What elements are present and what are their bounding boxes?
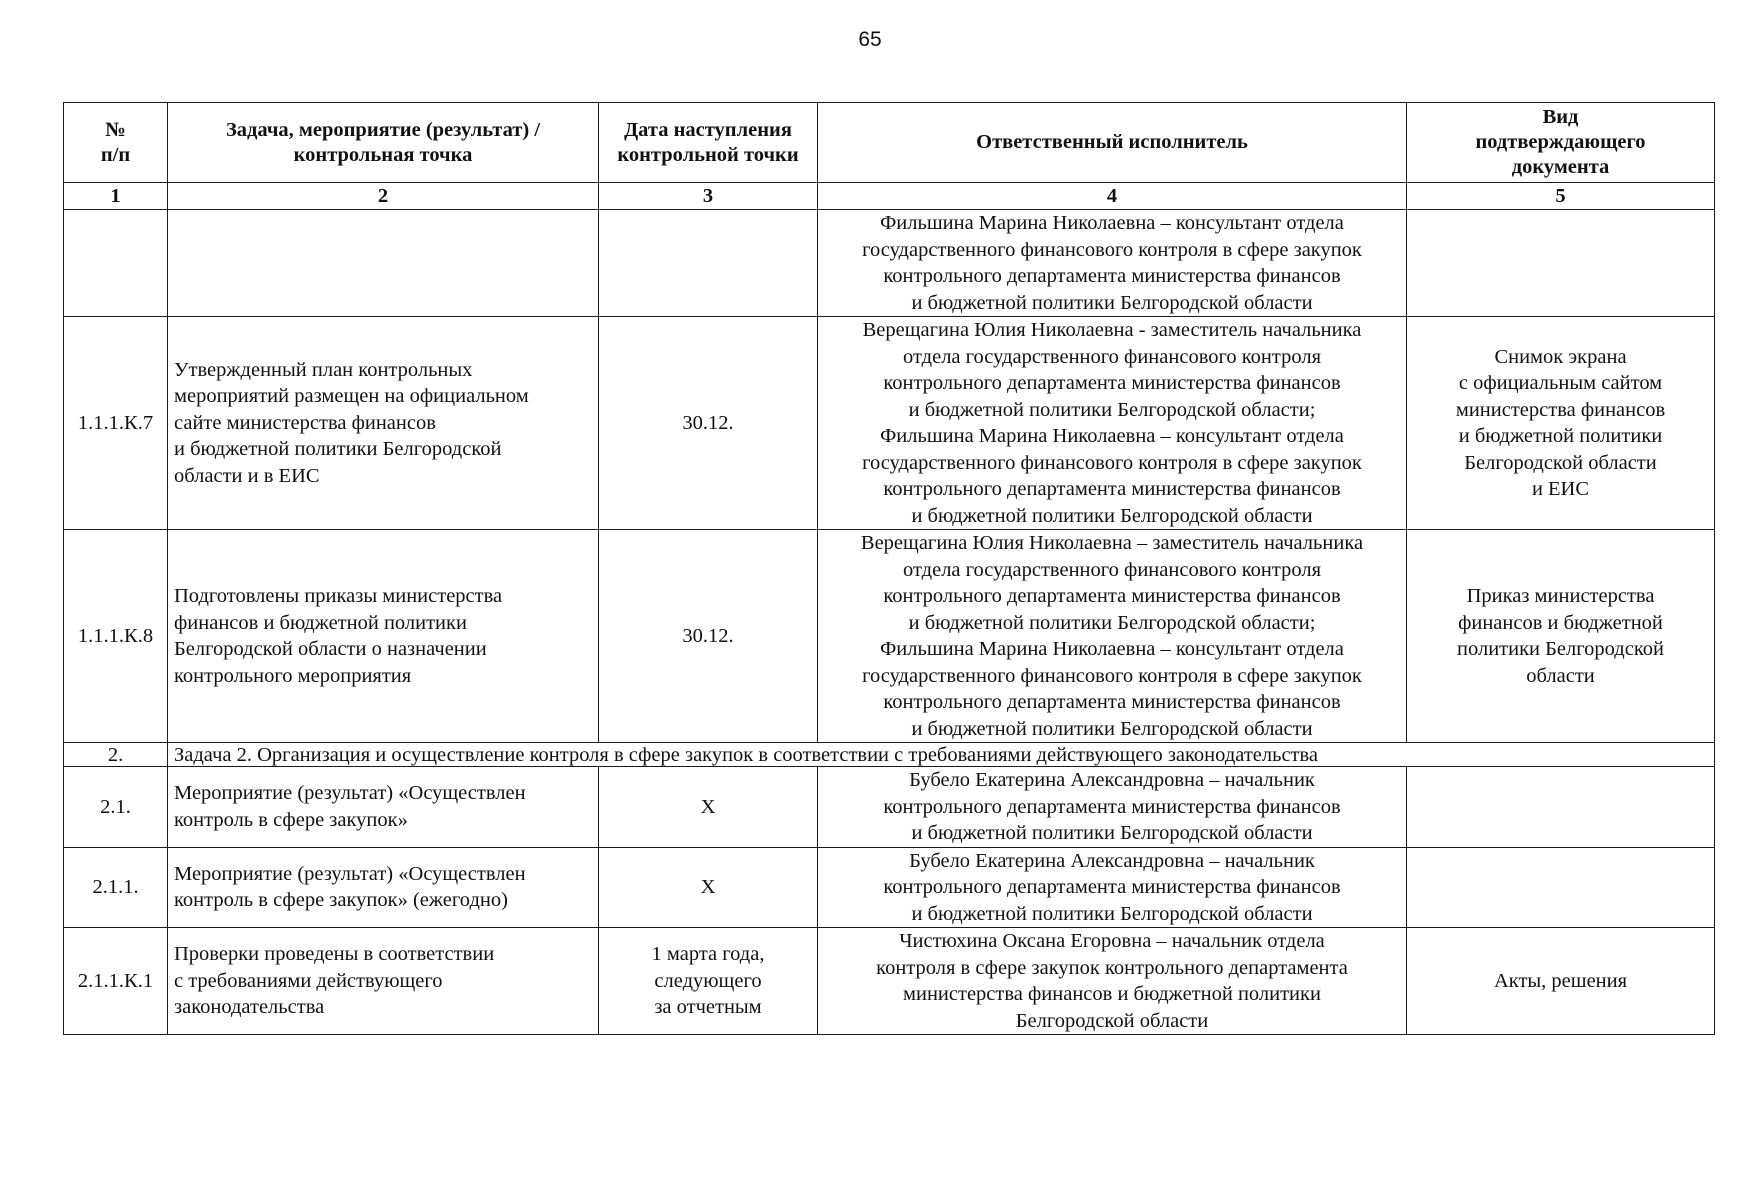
cell-responsible-line: контрольного департамента министерства финансов (883, 372, 1341, 394)
cell-responsible (818, 928, 1407, 1035)
task-heading: Задача 2. Организация и осуществление контроля в сфере закупок в соответствии с требованиями действующего законодательства (168, 743, 1715, 767)
cell-task-line: Белгородской области о назначении (174, 638, 487, 660)
cell-responsible-line: контрольного департамента министерства финансов (883, 691, 1341, 713)
cell-doc-line: Снимок экрана (1494, 345, 1627, 368)
control-points-table (63, 102, 1715, 1035)
cell-num (64, 210, 168, 317)
cell-responsible-line: Фильшина Марина Николаевна – консультант отдела (880, 212, 1344, 234)
cell-responsible-line: государственного финансового контроля в сфере закупок (862, 238, 1362, 261)
header-task-line: контрольная точка (293, 143, 473, 166)
cell-responsible-line: отдела государственного финансового контроля (903, 558, 1321, 581)
header-date-line: Дата наступления (624, 118, 792, 141)
table-row (64, 210, 1715, 317)
cell-date-line: 30.12. (682, 411, 734, 434)
column-number-3: 3 (599, 183, 818, 210)
cell-responsible (818, 317, 1407, 530)
cell-task-line: сайте министерства финансов (174, 411, 436, 434)
cell-responsible-line: и бюджетной политики Белгородской области (911, 504, 1313, 527)
cell-task-line: Утвержденный план контрольных (174, 358, 473, 381)
cell-task-line: законодательства (174, 996, 325, 1019)
cell-task-line: Мероприятие (результат) «Осуществлен (174, 782, 526, 805)
cell-responsible (818, 530, 1407, 743)
column-number-5: 5 (1407, 183, 1715, 210)
header-task (168, 103, 599, 183)
column-number-row (64, 183, 1715, 210)
cell-responsible-line: государственного финансового контроля в сфере закупок (862, 451, 1362, 474)
cell-num: 2.1.1.К.1 (64, 928, 168, 1035)
cell-responsible-line: контроля в сфере закупок контрольного департамента (876, 956, 1348, 979)
cell-responsible-line: Верещагина Юлия Николаевна - заместитель начальника (862, 319, 1362, 341)
cell-task-line: области и в ЕИС (174, 464, 320, 487)
cell-doc-line: области (1526, 664, 1595, 687)
cell-task-line: контроль в сфере закупок» (174, 808, 408, 831)
cell-doc-line: Приказ министерства (1466, 585, 1655, 607)
cell-responsible-line: Бубело Екатерина Александровна – начальник (909, 769, 1315, 791)
cell-date (599, 210, 818, 317)
cell-task-line: Подготовлены приказы министерства (174, 585, 503, 607)
cell-responsible-line: Бубело Екатерина Александровна – начальник (909, 849, 1315, 872)
header-responsible (818, 103, 1407, 183)
cell-responsible-line: и бюджетной политики Белгородской области (911, 902, 1313, 925)
cell-doc-line: финансов и бюджетной (1458, 611, 1663, 634)
header-date (599, 103, 818, 183)
cell-date (599, 317, 818, 530)
cell-doc-line: и бюджетной политики (1458, 425, 1663, 447)
cell-date-line: Х (700, 876, 716, 898)
cell-task (168, 317, 599, 530)
cell-responsible-line: Фильшина Марина Николаевна – консультант отдела (880, 425, 1344, 447)
page-number: 65 (858, 28, 882, 51)
cell-responsible-line: Белгородской области (1015, 1009, 1209, 1032)
header-date-line: контрольной точки (617, 143, 799, 166)
cell-doc-line: Акты, решения (1493, 969, 1628, 992)
cell-num: 1.1.1.К.7 (64, 317, 168, 530)
header-doc-line: документа (1511, 156, 1610, 178)
table-row (64, 317, 1715, 530)
cell-doc-line: политики Белгородской (1457, 638, 1664, 660)
table-row (64, 847, 1715, 928)
cell-num: 2.1. (64, 767, 168, 848)
cell-responsible-line: контрольного департамента министерства финансов (883, 585, 1341, 607)
cell-responsible-line: министерства финансов и бюджетной политики (903, 983, 1321, 1005)
cell-date (599, 767, 818, 848)
cell-doc (1407, 317, 1715, 530)
cell-doc-line: с официальным сайтом (1458, 372, 1663, 394)
table-row (64, 928, 1715, 1035)
cell-date (599, 530, 818, 743)
cell-date-line: 30.12. (682, 624, 734, 647)
cell-responsible-line: и бюджетной политики Белгородской области (911, 822, 1313, 844)
header-doc (1407, 103, 1715, 183)
cell-task (168, 928, 599, 1035)
cell-responsible-line: и бюджетной политики Белгородской области; (908, 398, 1316, 421)
cell-task (168, 847, 599, 928)
cell-task-line: финансов и бюджетной политики (174, 611, 467, 634)
cell-task (168, 767, 599, 848)
cell-task-line: с требованиями действующего (174, 969, 443, 992)
cell-responsible (818, 767, 1407, 848)
table-header-row (64, 103, 1715, 183)
cell-date-line: Х (700, 795, 716, 818)
cell-responsible-line: государственного финансового контроля в сфере закупок (862, 664, 1362, 687)
header-task-line: Задача, мероприятие (результат) / (225, 118, 541, 141)
cell-responsible (818, 210, 1407, 317)
cell-task-line: и бюджетной политики Белгородской (174, 438, 502, 461)
cell-doc (1407, 847, 1715, 928)
cell-date-line: следующего (654, 969, 762, 992)
header-num-line: № (105, 118, 126, 141)
cell-doc (1407, 530, 1715, 743)
cell-responsible-line: контрольного департамента министерства финансов (883, 478, 1341, 500)
header-doc-line: подтверждающего (1475, 131, 1646, 153)
cell-date (599, 928, 818, 1035)
cell-responsible-line: контрольного департамента министерства финансов (883, 876, 1341, 898)
column-number-1: 1 (64, 183, 168, 210)
header-num-line: п/п (100, 143, 131, 166)
cell-task (168, 210, 599, 317)
cell-responsible (818, 847, 1407, 928)
cell-num: 1.1.1.К.8 (64, 530, 168, 743)
cell-responsible-line: отдела государственного финансового контроля (903, 345, 1321, 368)
cell-responsible-line: контрольного департамента министерства финансов (883, 795, 1341, 818)
cell-doc-line: министерства финансов (1455, 398, 1666, 421)
column-number-2: 2 (168, 183, 599, 210)
cell-task-line: контроль в сфере закупок» (ежегодно) (174, 889, 508, 912)
header-doc-line: Вид (1542, 106, 1579, 128)
cell-num: 2.1.1. (64, 847, 168, 928)
table-row (64, 743, 1715, 767)
cell-responsible-line: Фильшина Марина Николаевна – консультант отдела (880, 638, 1344, 660)
header-num (64, 103, 168, 183)
cell-doc (1407, 928, 1715, 1035)
cell-responsible-line: Чистюхина Оксана Егоровна – начальник отдела (899, 930, 1325, 952)
cell-date-line: 1 марта года, (651, 943, 765, 966)
cell-doc-line: Белгородской области (1464, 451, 1657, 474)
cell-responsible-line: контрольного департамента министерства финансов (883, 265, 1341, 287)
row-number: 2. (64, 743, 168, 767)
column-number-4: 4 (818, 183, 1407, 210)
cell-task-line: Проверки проведены в соответствии (174, 943, 495, 966)
cell-task-line: контрольного мероприятия (174, 664, 412, 687)
cell-date-line: за отчетным (654, 996, 762, 1019)
cell-task-line: мероприятий размещен на официальном (174, 385, 529, 408)
cell-date (599, 847, 818, 928)
cell-responsible-line: и бюджетной политики Белгородской области; (908, 611, 1316, 634)
table-row (64, 767, 1715, 848)
cell-doc (1407, 210, 1715, 317)
cell-doc-line: и ЕИС (1531, 478, 1590, 500)
cell-responsible-line: и бюджетной политики Белгородской области (911, 291, 1313, 314)
table-body (64, 210, 1715, 1035)
cell-responsible-line: Верещагина Юлия Николаевна – заместитель начальника (860, 532, 1364, 554)
cell-task (168, 530, 599, 743)
cell-doc (1407, 767, 1715, 848)
table-row (64, 530, 1715, 743)
cell-task-line: Мероприятие (результат) «Осуществлен (174, 862, 526, 885)
cell-responsible-line: и бюджетной политики Белгородской области (911, 717, 1313, 740)
header-responsible-line: Ответственный исполнитель (976, 131, 1248, 153)
